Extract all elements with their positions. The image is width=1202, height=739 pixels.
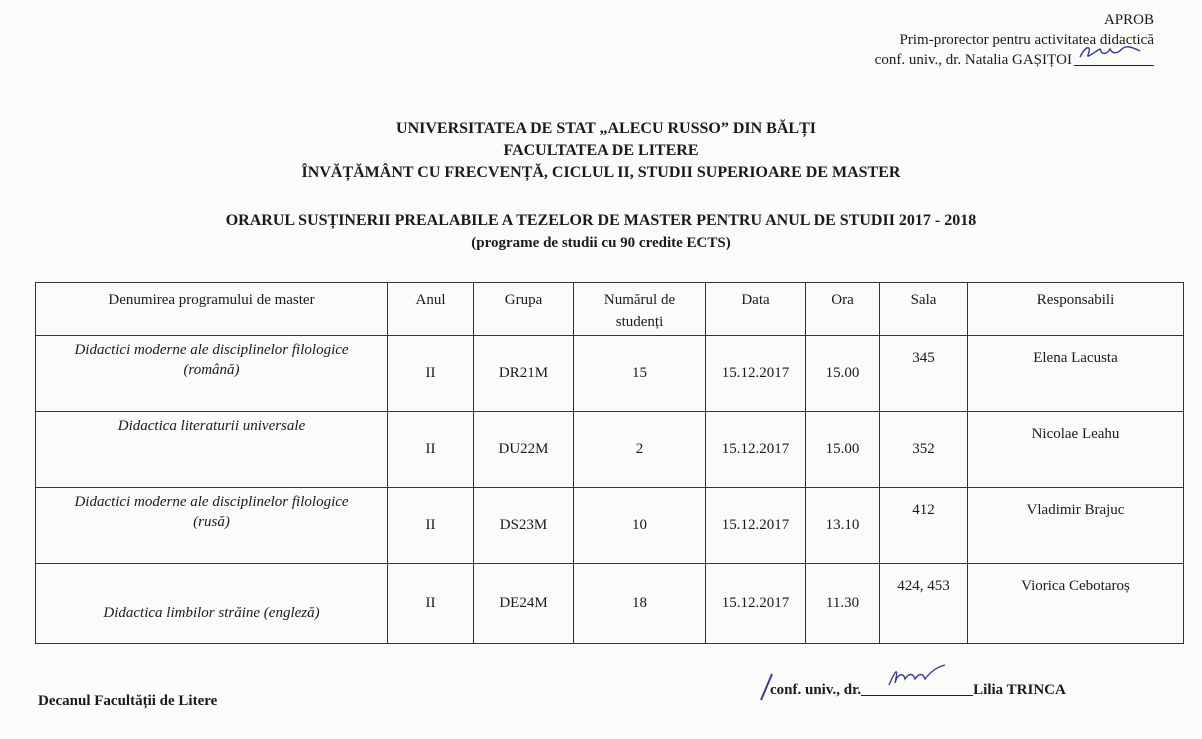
cell-program — [36, 336, 388, 412]
header-students-line2: studenți — [615, 314, 664, 330]
table-row — [36, 336, 1184, 412]
cell-program — [36, 488, 388, 564]
program-line1: Didactici moderne ale disciplinelor filologice — [74, 494, 349, 510]
approval-block — [875, 10, 1154, 70]
cell-time: 15.00 — [806, 336, 880, 412]
cell-program — [36, 564, 388, 644]
document-header — [0, 118, 1202, 184]
cell-room: 412 — [880, 488, 968, 564]
header-date: Data — [706, 283, 806, 336]
dean-name: Lilia TRINCA — [973, 682, 1066, 698]
header-group: Grupa — [474, 283, 574, 336]
cell-year: II — [388, 336, 474, 412]
header-room: Sala — [880, 283, 968, 336]
cell-students: 15 — [574, 336, 706, 412]
approval-position: Prim-prorector pentru activitatea didactică — [899, 32, 1154, 48]
cell-year: II — [388, 412, 474, 488]
program-line2: (română) — [183, 362, 240, 378]
cell-time: 13.10 — [806, 488, 880, 564]
program-line2: (rusă) — [193, 514, 230, 530]
cell-date: 15.12.2017 — [706, 412, 806, 488]
header-responsible: Responsabili — [968, 283, 1184, 336]
cell-students: 10 — [574, 488, 706, 564]
cell-time: 11.30 — [806, 564, 880, 644]
cell-students: 18 — [574, 564, 706, 644]
dean-signature-block — [770, 681, 1066, 699]
approval-person-line — [875, 50, 1154, 70]
cell-responsible: Elena Lacusta — [968, 336, 1184, 412]
cell-date: 15.12.2017 — [706, 336, 806, 412]
table-header-row — [36, 283, 1184, 336]
cell-room: 424, 453 — [880, 564, 968, 644]
cell-responsible: Nicolae Leahu — [968, 412, 1184, 488]
cell-time: 15.00 — [806, 412, 880, 488]
table-row — [36, 488, 1184, 564]
header-students — [574, 283, 706, 336]
header-time: Ora — [806, 283, 880, 336]
program-line1: Didactica limbilor străine (engleză) — [103, 604, 320, 621]
document-title — [0, 210, 1202, 254]
cell-program — [36, 412, 388, 488]
cell-responsible: Vladimir Brajuc — [968, 488, 1184, 564]
cell-date: 15.12.2017 — [706, 564, 806, 644]
table-row — [36, 564, 1184, 644]
faculty-name: FACULTATEA DE LITERE — [503, 142, 699, 159]
cell-group: DE24M — [474, 564, 574, 644]
cell-date: 15.12.2017 — [706, 488, 806, 564]
cell-year: II — [388, 488, 474, 564]
schedule-table — [35, 282, 1184, 644]
dean-label: Decanul Facultății de Litere — [38, 693, 218, 709]
dean-title: conf. univ., dr. — [770, 682, 862, 698]
university-name: UNIVERSITATEA DE STAT „ALECU RUSSO” DIN BĂLȚI — [396, 120, 816, 137]
cell-group: DU22M — [474, 412, 574, 488]
cell-room: 352 — [880, 412, 968, 488]
dean-signature-line — [861, 681, 973, 696]
approval-person: conf. univ., dr. Natalia GAȘIȚOI — [874, 52, 1072, 68]
signature-line — [1074, 51, 1154, 66]
title-sub: (programe de studii cu 90 credite ECTS) — [471, 235, 731, 251]
cell-year: II — [388, 564, 474, 644]
table-row — [36, 412, 1184, 488]
header-year: Anul — [388, 283, 474, 336]
signature-icon — [1076, 41, 1146, 63]
header-students-line1: Numărul de — [603, 292, 676, 308]
dean-signature-icon — [881, 663, 951, 689]
cell-group: DS23M — [474, 488, 574, 564]
program-line1: Didactici moderne ale disciplinelor filologice — [74, 342, 349, 358]
cell-responsible: Viorica Cebotaroș — [968, 564, 1184, 644]
title-main: ORARUL SUSȚINERII PREALABILE A TEZELOR DE MASTER PENTRU ANUL DE STUDII 2017 - 2018 — [225, 212, 977, 229]
cell-group: DR21M — [474, 336, 574, 412]
header-program: Denumirea programului de master — [36, 283, 388, 336]
program-line1: Didactica literaturii universale — [117, 418, 306, 434]
cell-students: 2 — [574, 412, 706, 488]
cell-room: 345 — [880, 336, 968, 412]
approval-label: APROB — [1103, 12, 1154, 28]
study-form: ÎNVĂȚĂMÂNT CU FRECVENȚĂ, CICLUL II, STUDII SUPERIOARE DE MASTER — [301, 164, 901, 181]
